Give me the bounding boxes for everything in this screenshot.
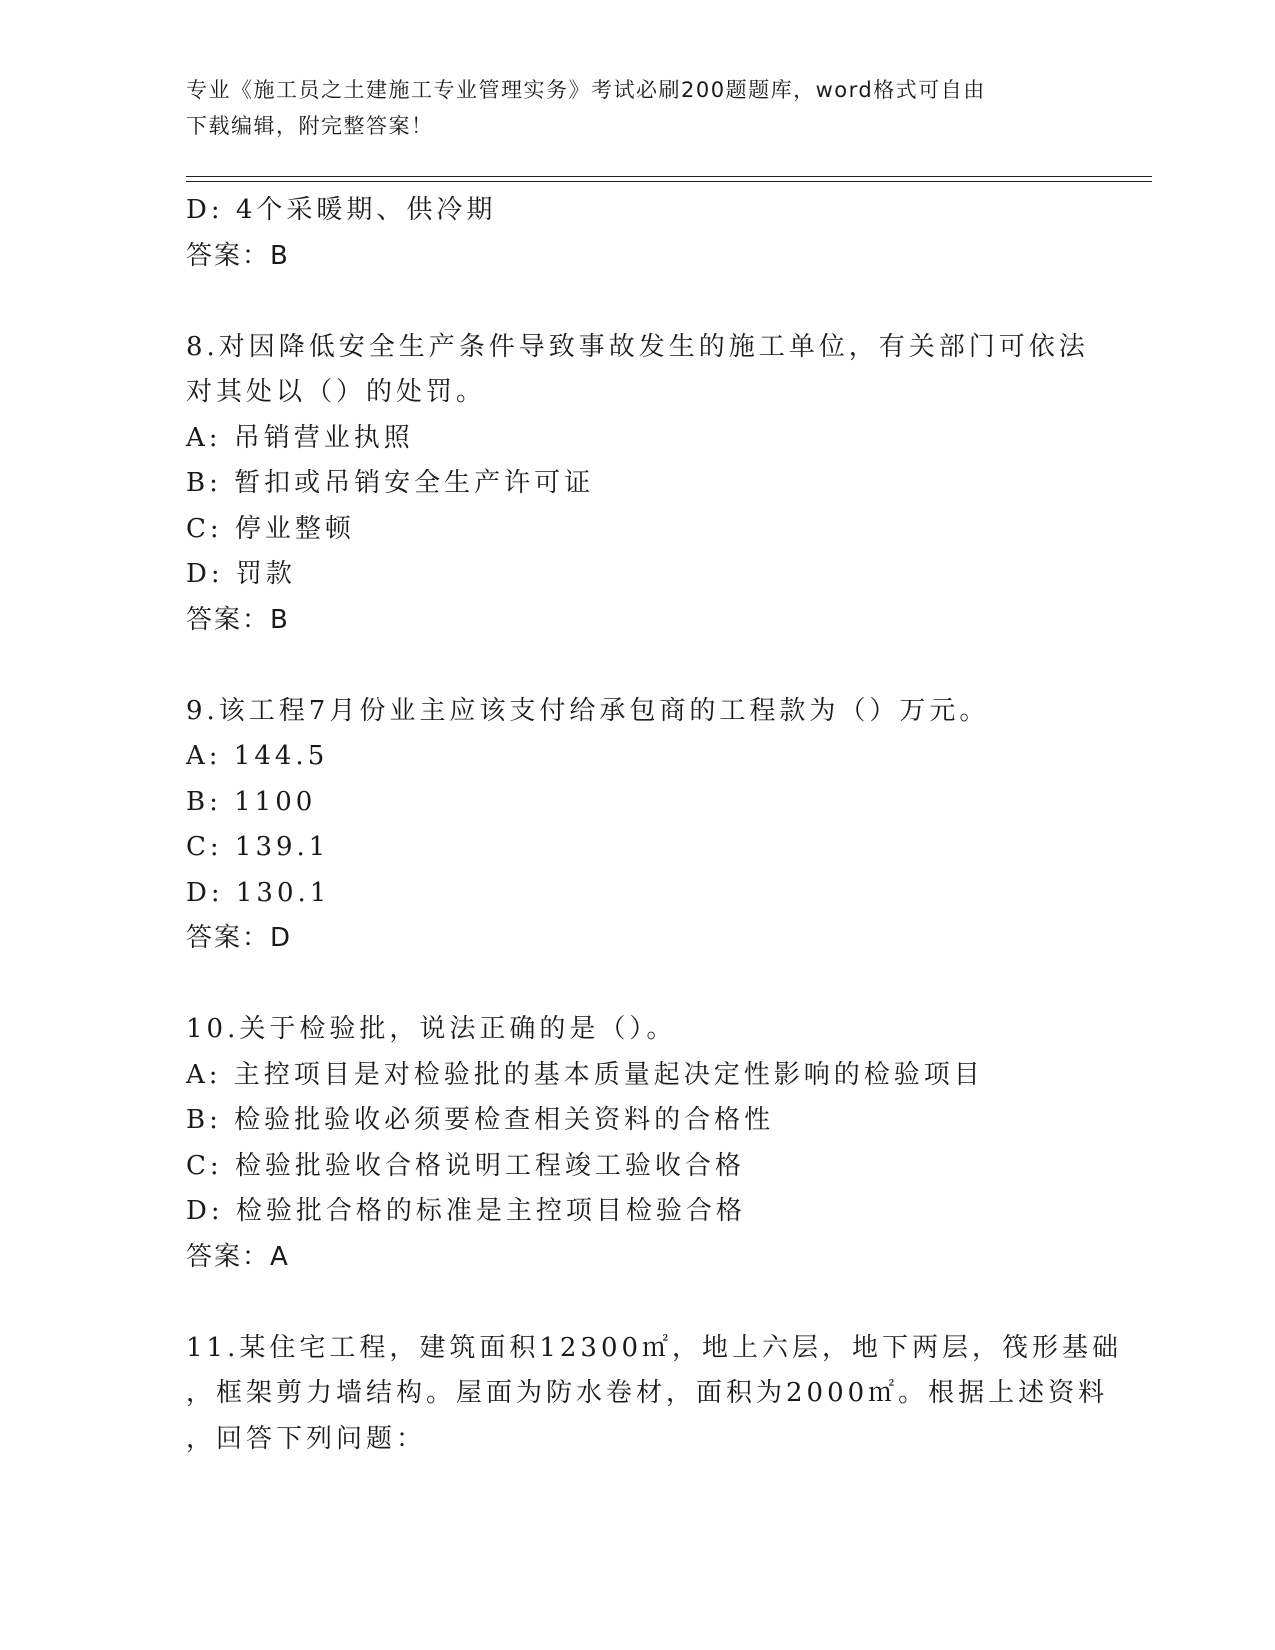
page-header — [186, 72, 1066, 144]
text-line: 11.某住宅工程，建筑面积12300㎡，地上六层，地下两层，筏形基础 — [186, 1332, 1123, 1363]
text-line: B: 检验批验收必须要检查相关资料的合格性 — [186, 1105, 775, 1135]
header-line-2: 下载编辑，附完整答案！ — [186, 114, 434, 138]
text-line: 9.该工程7月份业主应该支付给承包商的工程款为（）万元。 — [186, 695, 990, 726]
header-rule-bottom — [186, 181, 1152, 182]
text-line: D: 检验批合格的标准是主控项目检验合格 — [186, 1196, 746, 1226]
text-line: ，框架剪力墙结构。屋面为防水卷材，面积为2000㎡。根据上述资料 — [186, 1378, 1109, 1408]
text-line: D: 罚款 — [186, 559, 296, 589]
text-line: 10.关于检验批，说法正确的是（）。 — [186, 1014, 677, 1044]
paragraph-gap — [186, 643, 1086, 689]
text-line: 8.对因降低安全生产条件导致事故发生的施工单位，有关部门可依法 — [186, 331, 1089, 362]
answer-line: 答案：B — [186, 240, 290, 271]
text-line: D: 4个采暖期、供冷期 — [186, 195, 497, 225]
text-line: B: 暂扣或吊销安全生产许可证 — [186, 468, 595, 498]
paragraph-gap — [186, 279, 1086, 325]
answer-line: 答案：D — [186, 923, 293, 953]
text-line: A: 144.5 — [186, 741, 329, 771]
text-line: C: 检验批验收合格说明工程竣工验收合格 — [186, 1150, 745, 1181]
document-body — [186, 188, 1123, 1462]
text-line: A: 吊销营业执照 — [186, 422, 414, 453]
header-rule-top — [186, 176, 1152, 177]
text-line: 对其处以（）的处罚。 — [186, 377, 487, 407]
header-line-1: 专业《施工员之土建施工专业管理实务》考试必刷200题题库，word格式可自由 — [186, 78, 986, 102]
text-line: C: 停业整顿 — [186, 513, 355, 544]
text-line: ，回答下列问题： — [186, 1423, 427, 1454]
answer-line: 答案：B — [186, 604, 290, 635]
paragraph-gap — [186, 962, 1086, 1008]
text-line: C: 139.1 — [186, 832, 330, 862]
paragraph-gap — [186, 1280, 1086, 1326]
text-line: D: 130.1 — [186, 877, 331, 908]
answer-line: 答案：A — [186, 1241, 290, 1272]
text-line: A: 主控项目是对检验批的基本质量起决定性影响的检验项目 — [186, 1059, 984, 1090]
text-line: B: 1100 — [186, 786, 317, 817]
